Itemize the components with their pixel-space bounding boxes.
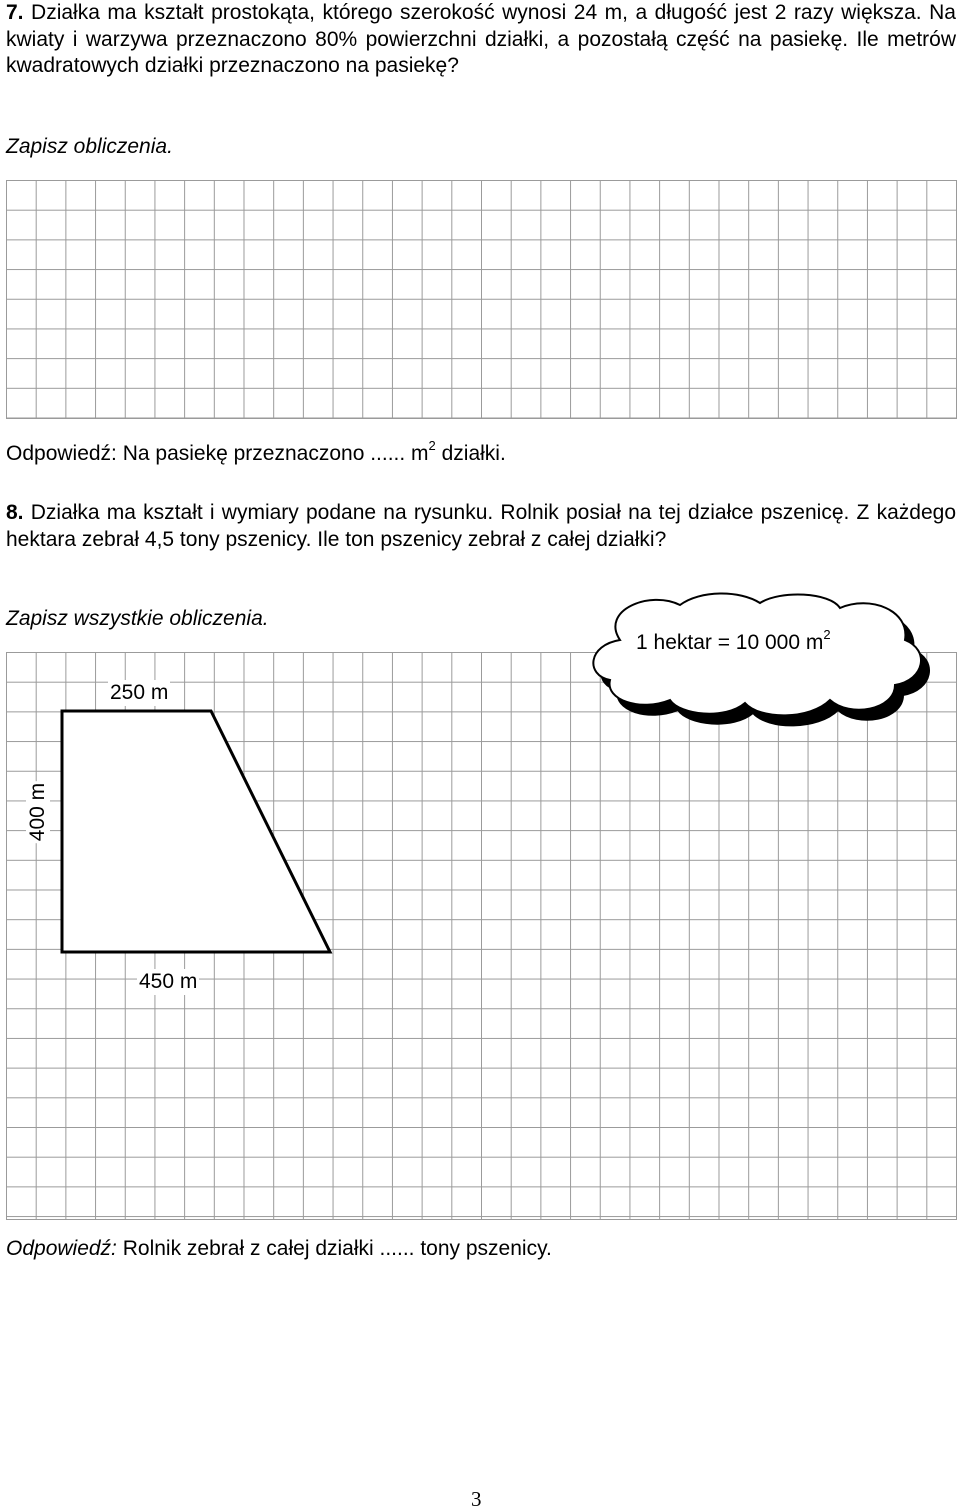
label-left-side: 400 m — [26, 782, 49, 842]
cloud-text-main: 1 hektar = 10 000 m — [636, 631, 824, 654]
page-number: 3 — [471, 1487, 482, 1511]
label-bottom-side: 450 m — [139, 970, 198, 993]
task7-number: 7. — [6, 1, 24, 24]
label-top-side: 250 m — [110, 681, 169, 704]
task7-instruction: Zapisz obliczenia. — [6, 135, 173, 158]
task7-answer-prefix: Odpowiedź: Na pasiekę przeznaczono ...... m — [6, 442, 429, 465]
task8-number: 8. — [6, 501, 24, 524]
cloud-text-sup: 2 — [823, 627, 831, 642]
task7-answer-sup: 2 — [428, 438, 436, 453]
task8-answer — [6, 1236, 552, 1262]
cloud-text — [636, 627, 831, 656]
task8-question: Działka ma kształt i wymiary podane na rysunku. Rolnik posiał na tej działce pszenicę. Z każdego hektara zebrał 4,5 tony pszenicy. Ile ton pszenicy zebrał z całej działki? — [6, 501, 956, 551]
task8-answer-text: Rolnik zebrał z całej działki ...... tony pszenicy. — [116, 1237, 552, 1260]
task7-question: Działka ma kształt prostokąta, którego szerokość wynosi 24 m, a długość jest 2 razy większa. Na kwiaty i warzywa przeznaczono 80% powierzchni działki, a pozostałą część na pasiekę. Ile metrów kwadratowych działki przeznaczono na pasiekę? — [6, 1, 956, 77]
task8-instruction: Zapisz wszystkie obliczenia. — [6, 607, 269, 630]
task7-answer-suffix: działki. — [435, 442, 506, 465]
task8-answer-label: Odpowiedź: — [6, 1237, 117, 1260]
